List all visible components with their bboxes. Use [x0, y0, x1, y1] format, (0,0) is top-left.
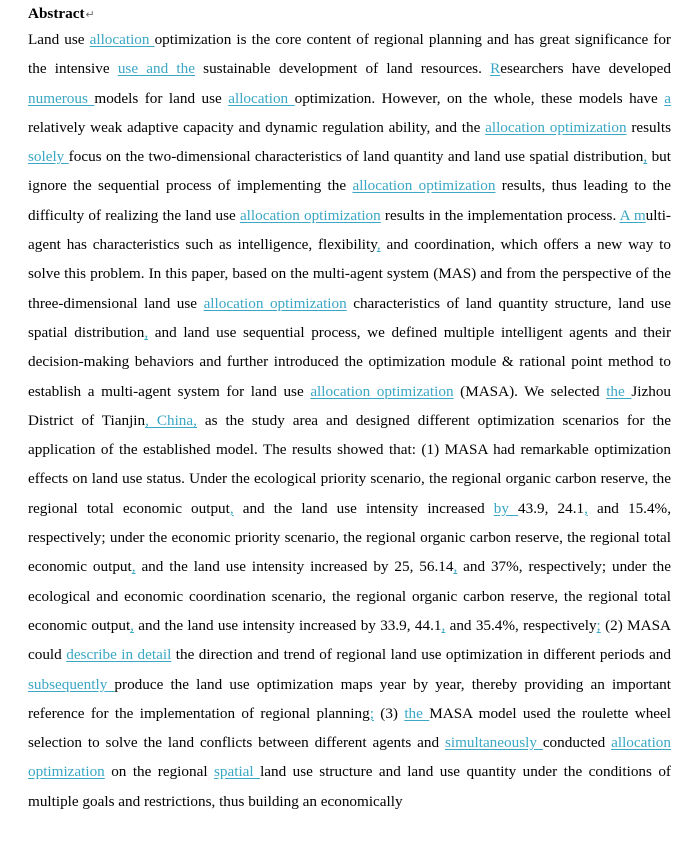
body-text-run: 43.9, 24.1 — [518, 499, 585, 517]
tracked-change-text: allocation optimization — [485, 118, 627, 136]
body-text-run: results in the implementation process. — [380, 206, 620, 224]
tracked-change-text: allocation — [228, 89, 295, 107]
tracked-change-text: numerous — [28, 89, 95, 107]
body-text-run: (3) — [373, 704, 405, 722]
tracked-change-text: R — [490, 60, 501, 78]
abstract-paragraph[interactable] — [28, 25, 671, 816]
body-text-run: and the land use intensity increased — [233, 499, 494, 517]
tracked-change-text: , — [453, 558, 458, 576]
body-text-run: focus on the two-dimensional characteristics of land quantity and land use spatial distribution — [68, 148, 644, 166]
tracked-change-text: simultaneously — [444, 734, 543, 752]
tracked-change-text: , — [441, 616, 446, 634]
body-text-run: results, thus leading to the difficulty of realizing the land use — [28, 177, 672, 224]
tracked-change-text: A m — [619, 206, 646, 224]
tracked-change-text: allocation optimization — [310, 382, 454, 400]
tracked-change-text: ; — [369, 704, 374, 722]
heading-text: Abstract — [28, 5, 85, 22]
body-text-run: and land use sequential process, we defined multiple intelligent agents and their decision-making behaviors and further introduced the optimization module & rational point method to establish a multi-agent system for land use — [28, 323, 672, 400]
body-text-run: land use structure and land use quantity under the conditions of multiple goals and restrictions, thus building an economically — [28, 763, 671, 810]
tracked-change-text: the — [606, 382, 632, 400]
tracked-change-text: , — [584, 499, 588, 517]
tracked-change-text: solely — [28, 148, 69, 166]
tracked-change-text: allocation optimization — [28, 734, 671, 781]
body-text-run: optimization. However, on the whole, these models have — [294, 89, 665, 107]
body-text-run: produce the land use optimization maps year by year, thereby providing an important reference for the implementation of regional planning — [28, 675, 671, 722]
tracked-change-text: use and the — [117, 60, 195, 78]
tracked-change-text: the — [404, 704, 430, 722]
tracked-change-text: a — [664, 89, 671, 107]
body-text-run: and 35.4%, respectively — [445, 616, 597, 634]
body-text-run: (2) MASA could — [28, 616, 672, 664]
body-text-run: models for land use — [94, 89, 229, 107]
tracked-change-text: subsequently — [28, 675, 115, 693]
tracked-change-text: by — [493, 499, 519, 517]
body-text-run: and 15.4%, respectively; under the economic priority scenario, the regional organic carbon reserve, the regional total economic output — [28, 499, 672, 576]
tracked-change-text: allocation — [89, 31, 155, 48]
body-text-run: the direction and trend of regional land use optimization in different periods and — [171, 646, 671, 664]
tracked-change-text: , — [131, 558, 136, 576]
tracked-change-text: , China, — [145, 411, 197, 429]
tracked-change-text: , — [229, 499, 234, 517]
body-text-run: and the land use intensity increased by 33.9, 44.1 — [133, 616, 442, 634]
body-text-run: as the study area and designed different optimization scenarios for the application of the established model. The results showed that: (1) MASA had remarkable optimization effects on land use status. Under the ecological priority scenario, the regional organic carbon reserve, the regional total economic output — [28, 411, 672, 517]
paragraph-mark-icon: ↵ — [85, 9, 95, 21]
body-text-run: relatively weak adaptive capacity and dynamic regulation ability, and the — [28, 118, 486, 136]
tracked-change-text: allocation optimization — [239, 206, 381, 224]
body-text-run: sustainable development of land resources. — [194, 60, 491, 78]
body-text-run: ulti-agent has characteristics such as intelligence, flexibility — [28, 206, 671, 254]
tracked-change-text: allocation optimization — [203, 294, 347, 312]
body-text-run: and the land use intensity increased by 25, 56.14 — [135, 558, 454, 576]
body-text-run: MASA model used the roulette wheel selection to solve the land conflicts between different agents and — [28, 704, 671, 752]
body-text-run: conducted — [542, 734, 612, 752]
body-text-run: characteristics of land quantity structure, land use spatial distribution — [28, 294, 671, 341]
body-text-run: results — [626, 118, 671, 136]
tracked-change-text: , — [130, 616, 134, 634]
tracked-change-text: ; — [596, 616, 601, 634]
body-text-run: but ignore the sequential process of implementing the — [28, 148, 671, 195]
tracked-change-text: , — [643, 148, 648, 166]
body-text-run: on the regional — [104, 763, 214, 781]
body-text-run: (MASA). We selected — [453, 382, 607, 400]
body-text-run: and 37%, respectively; under the ecological and economic coordination scenario, the regional organic carbon reserve, the regional total economic output — [28, 558, 671, 634]
body-text-run: esearchers have developed — [500, 60, 671, 78]
body-text-run: Jizhou District of Tianjin — [28, 382, 672, 429]
document-page — [28, 3, 671, 816]
abstract-heading — [28, 3, 671, 25]
tracked-change-text: describe in detail — [66, 646, 172, 664]
tracked-change-text: , — [376, 236, 381, 254]
body-text-run: optimization is the core content of regional planning and has great significance for the intensive — [28, 31, 671, 78]
tracked-change-text: , — [144, 323, 149, 341]
tracked-change-text: allocation optimization — [352, 177, 496, 195]
body-text-run: Land use — [28, 31, 90, 48]
tracked-change-text: spatial — [213, 763, 261, 781]
body-text-run: and coordination, which offers a new way to solve this problem. In this paper, based on the multi-agent system (MAS) and from the perspective of the three-dimensional land use — [28, 236, 671, 312]
